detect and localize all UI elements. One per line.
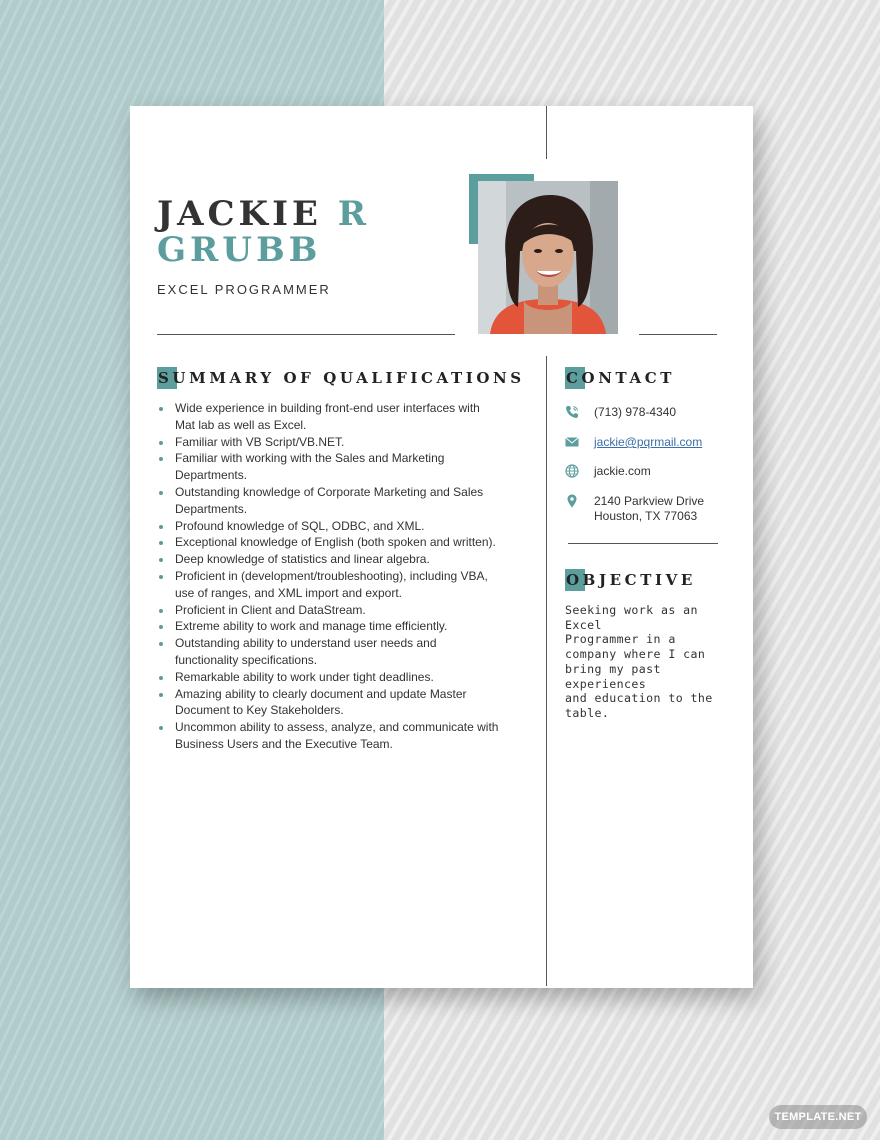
list-item: Deep knowledge of statistics and linear algebra. — [157, 551, 527, 568]
list-item: Amazing ability to clearly document and update Master Document to Key Stakeholders. — [157, 686, 527, 720]
list-item: Remarkable ability to work under tight deadlines. — [157, 669, 527, 686]
divider-header-left — [157, 334, 455, 335]
email-link[interactable]: jackie@pqrmail.com — [594, 435, 703, 449]
contact-website — [565, 464, 745, 480]
list-item: Proficient in (development/troubleshooting), including VBA, use of ranges, and XML import and export. — [157, 568, 527, 602]
template-net-watermark[interactable]: TEMPLATE.NET — [769, 1105, 867, 1129]
qualifications-list — [157, 400, 527, 753]
list-item: Profound knowledge of SQL, ODBC, and XML. — [157, 518, 527, 535]
resume-page — [130, 106, 753, 988]
globe-icon — [565, 464, 579, 478]
first-name: JACKIE — [157, 194, 322, 234]
divider-vertical-top — [546, 106, 547, 159]
address-line-1: 2140 Parkview Drive — [594, 494, 705, 508]
job-title: EXCEL PROGRAMMER — [157, 282, 331, 297]
divider-vertical-main — [546, 356, 547, 986]
divider-header-right — [639, 334, 717, 335]
contact-address — [565, 494, 745, 526]
divider-contact — [568, 543, 718, 544]
phone-number: (713) 978-4340 — [594, 405, 677, 419]
profile-photo — [478, 181, 618, 334]
objective-section-title: OBJECTIVE — [566, 571, 696, 589]
address-line-2: Houston, TX 77063 — [594, 509, 698, 523]
contact-section-title: CONTACT — [566, 369, 675, 387]
objective-text: Seeking work as an Excel Programmer in a company where I can bring my past experiences and education to the table. — [565, 603, 713, 720]
list-item: Extreme ability to work and manage time efficiently. — [157, 618, 527, 635]
list-item: Familiar with working with the Sales and Marketing Departments. — [157, 450, 527, 484]
location-pin-icon — [565, 494, 579, 508]
last-name: GRUBB — [157, 230, 322, 270]
list-item: Proficient in Client and DataStream. — [157, 602, 527, 619]
list-item: Wide experience in building front-end user interfaces with Mat lab as well as Excel. — [157, 400, 527, 434]
list-item: Familiar with VB Script/VB.NET. — [157, 434, 527, 451]
contact-email — [565, 435, 745, 451]
list-item: Uncommon ability to assess, analyze, and communicate with Business Users and the Executive Team. — [157, 719, 527, 753]
candidate-name — [157, 196, 370, 268]
contact-phone — [565, 405, 745, 421]
list-item: Outstanding ability to understand user needs and functionality specifications. — [157, 635, 527, 669]
summary-section-title: SUMMARY OF QUALIFICATIONS — [158, 369, 525, 387]
middle-initial: R — [337, 194, 371, 234]
list-item: Outstanding knowledge of Corporate Marketing and Sales Departments. — [157, 484, 527, 518]
mail-icon — [565, 435, 579, 449]
phone-icon — [565, 405, 579, 419]
website: jackie.com — [594, 464, 651, 478]
list-item: Exceptional knowledge of English (both spoken and written). — [157, 534, 527, 551]
